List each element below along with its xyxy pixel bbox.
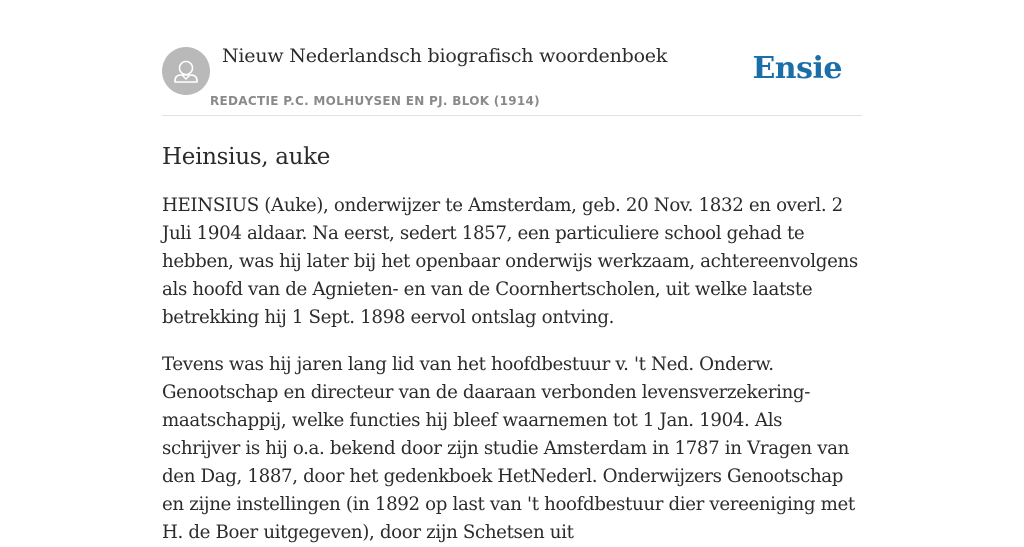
entry-title: Heinsius, auke [162, 144, 331, 170]
avatar [162, 47, 210, 95]
entry-paragraph: HEINSIUS (Auke), onderwijzer te Amsterdam, geb. 20 Nov. 1832 en overl. 2 Juli 1904 aldaar. Na eerst, sedert 1857, een particuliere school gehad te hebben, was hij later bij het openbaar onderwijs werkzaam, achtereenvolgens als hoofd van de Agnieten- en van de Coornhertscholen, uit welke laatste betrekking hij 1 Sept. 1898 eervol ontslag ontving. [162, 195, 858, 328]
source-header [162, 0, 862, 116]
user-icon [162, 47, 210, 95]
brand-logo[interactable]: Ensie [752, 51, 842, 86]
entry-paragraph: Tevens was hij jaren lang lid van het hoofdbestuur v. 't Ned. Onderw. Genootschap en directeur van de daaraan verbonden levensverzekering-maatschappij, welke functies hij bleef waarnemen tot 1 Jan. 1904. Als schrijver is hij o.a. bekend door zijn studie Amsterdam in 1787 in Vragen van den Dag, 1887, door het gedenkboek HetNederl. Onderwijzers Genootschap en zijne instellingen (in 1892 op last van 't hoofdbestuur dier vereeniging met H. de Boer uitgegeven), door zijn Schetsen uit [162, 354, 855, 543]
source-title[interactable]: Nieuw Nederlandsch biografisch woordenboek [222, 45, 668, 67]
source-subtitle: REDACTIE P.C. MOLHUYSEN EN PJ. BLOK (1914) [210, 94, 540, 108]
content-column [162, 0, 862, 547]
